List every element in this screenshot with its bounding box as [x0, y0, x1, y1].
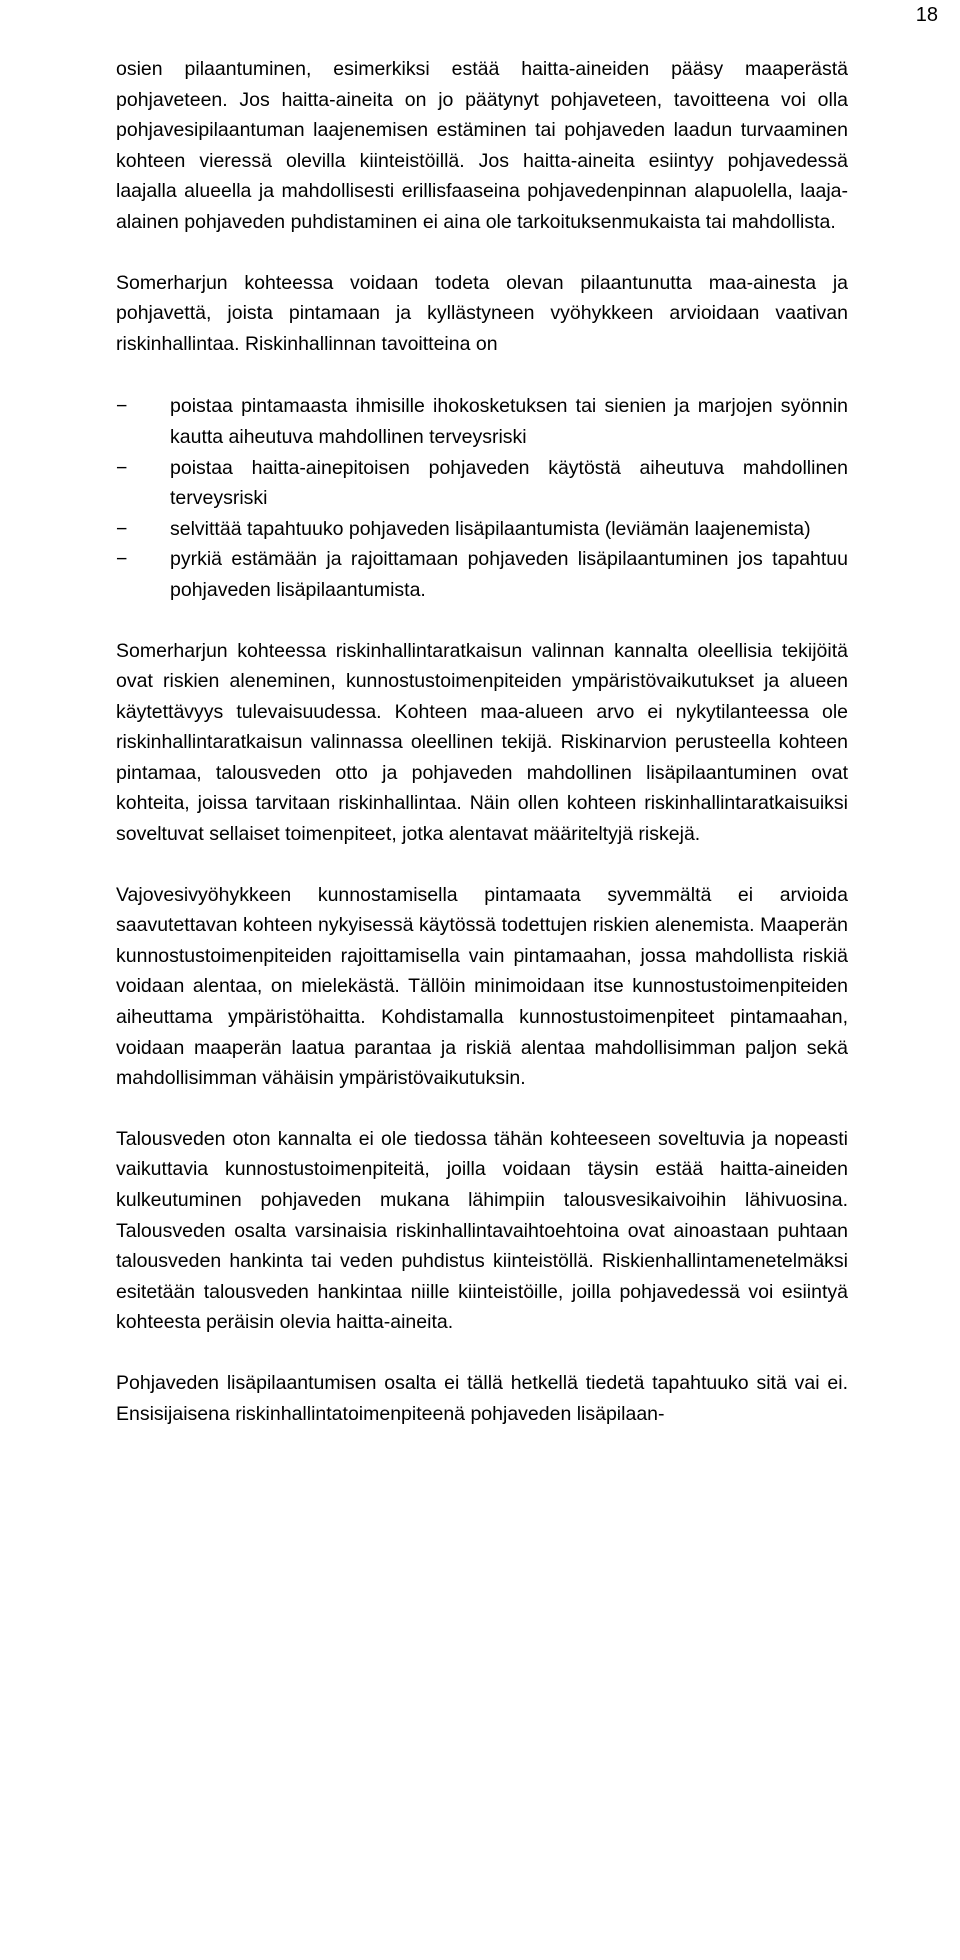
list-item — [116, 544, 848, 605]
list-item — [116, 453, 848, 514]
paragraph-vadose-zone: Vajovesivyöhykkeen kunnostamisella pintamaata syvemmältä ei arvioida saavutettavan kohteen nykyisessä käytössä todettujen riskien alenemista. Maaperän kunnostustoimenpiteiden rajoittamisella vain pintamaahan, jossa mahdollista riskiä voidaan alentaa, on mielekästä. Tällöin minimoidaan itse kunnostustoimenpiteiden aiheuttama ympäristöhaitta. Kohdistamalla kunnostustoimenpiteet pintamaahan, voidaan maaperän laatua parantaa ja riskiä alentaa mahdollisimman paljon sekä mahdollisimman vähäisin ympäristövaikutuksin. — [116, 883, 848, 1090]
paragraph-further-contamination: Pohjaveden lisäpilaantumisen osalta ei tällä hetkellä tiedetä tapahtuuko sitä vai ei. Ensisijaisena riskinhallintatoimenpiteenä pohjaveden lisäpilaan- — [116, 1371, 848, 1425]
paragraph-household-water: Talousveden oton kannalta ei ole tiedossa tähän kohteeseen soveltuvia ja nopeasti vaikuttavia kunnostustoimenpiteitä, joilla voidaan täysin estää haitta-aineiden kulkeutuminen pohjaveden mukana lähimpiin talousvesikaivoihin lähivuosina. Talousveden osalta varsinaisia riskinhallintavaihtoehtoina ovat ainoastaan puhtaan talousveden hankinta tai veden puhdistus kiinteistöllä. Riskienhallintamenetelmäksi esitetään talousveden hankintaa niille kiinteistöille, joilla pohjavedessä voi esiintyä kohteesta peräisin olevia haitta-aineita. — [116, 1127, 848, 1334]
paragraph-somerharju-risk: Somerharjun kohteessa voidaan todeta olevan pilaantunutta maa-ainesta ja pohjavettä, joista pintamaan ja kyllästyneen vyöhykkeen arvioidaan vaativan riskinhallintaa. Riskinhallinnan tavoitteina on — [116, 271, 848, 355]
list-item-text: poistaa haitta-ainepitoisen pohjaveden käytöstä aiheutuva mahdollinen terveysriski — [170, 456, 848, 510]
list-item-text: poistaa pintamaasta ihmisille ihokosketuksen tai sienien ja marjojen syönnin kautta aiheutuva mahdollinen terveysriski — [170, 395, 848, 448]
dash-bullet-icon: − — [116, 456, 128, 479]
document-body — [116, 54, 848, 1429]
list-item — [116, 514, 848, 545]
page-number: 18 — [915, 4, 938, 26]
dash-bullet-icon: − — [116, 395, 128, 418]
dash-bullet-icon: − — [116, 517, 128, 540]
list-item — [116, 391, 848, 452]
list-item-text: pyrkiä estämään ja rajoittamaan pohjaveden lisäpilaantuminen jos tapahtuu pohjaveden lisäpilaantumista. — [170, 548, 848, 601]
dash-bullet-icon: − — [116, 548, 128, 571]
paragraph-groundwater-goals: osien pilaantuminen, esimerkiksi estää haitta-aineiden pääsy maaperästä pohjaveteen. Jos haitta-aineita on jo päätynyt pohjaveteen, tavoitteena voi olla pohjavesipilaantuman laajenemisen estäminen tai pohjaveden laadun turvaaminen kohteen vieressä olevilla kiinteistöillä. Jos haitta-aineita esiintyy pohjavedessä laajalla alueella ja mahdollisesti erillisfaaseina pohjavedenpinnan alapuolella, laaja-alainen pohjaveden puhdistaminen ei aina ole tarkoituksenmukaista tai mahdollista. — [116, 58, 848, 233]
list-item-text: selvittää tapahtuuko pohjaveden lisäpilaantumista (leviämän laajenemista) — [170, 517, 811, 540]
paragraph-selection-factors: Somerharjun kohteessa riskinhallintaratkaisun valinnan kannalta oleellisia tekijöitä ovat riskien aleneminen, kunnostustoimenpiteiden ympäristövaikutukset ja alueen käytettävyys tulevaisuudessa. Kohteen maa-alueen arvo ei nykytilanteessa ole riskinhallintaratkaisun valinnassa oleellinen tekijä. Riskinarvion perusteella kohteen pintamaa, talousveden otto ja pohjaveden mahdollinen lisäpilaantuminen ovat kohteita, joissa tarvitaan riskinhallintaa. Näin ollen kohteen riskinhallintaratkaisuiksi soveltuvat sellaiset toimenpiteet, jotka alentavat määriteltyjä riskejä. — [116, 639, 848, 846]
risk-management-goals-list — [116, 391, 848, 605]
